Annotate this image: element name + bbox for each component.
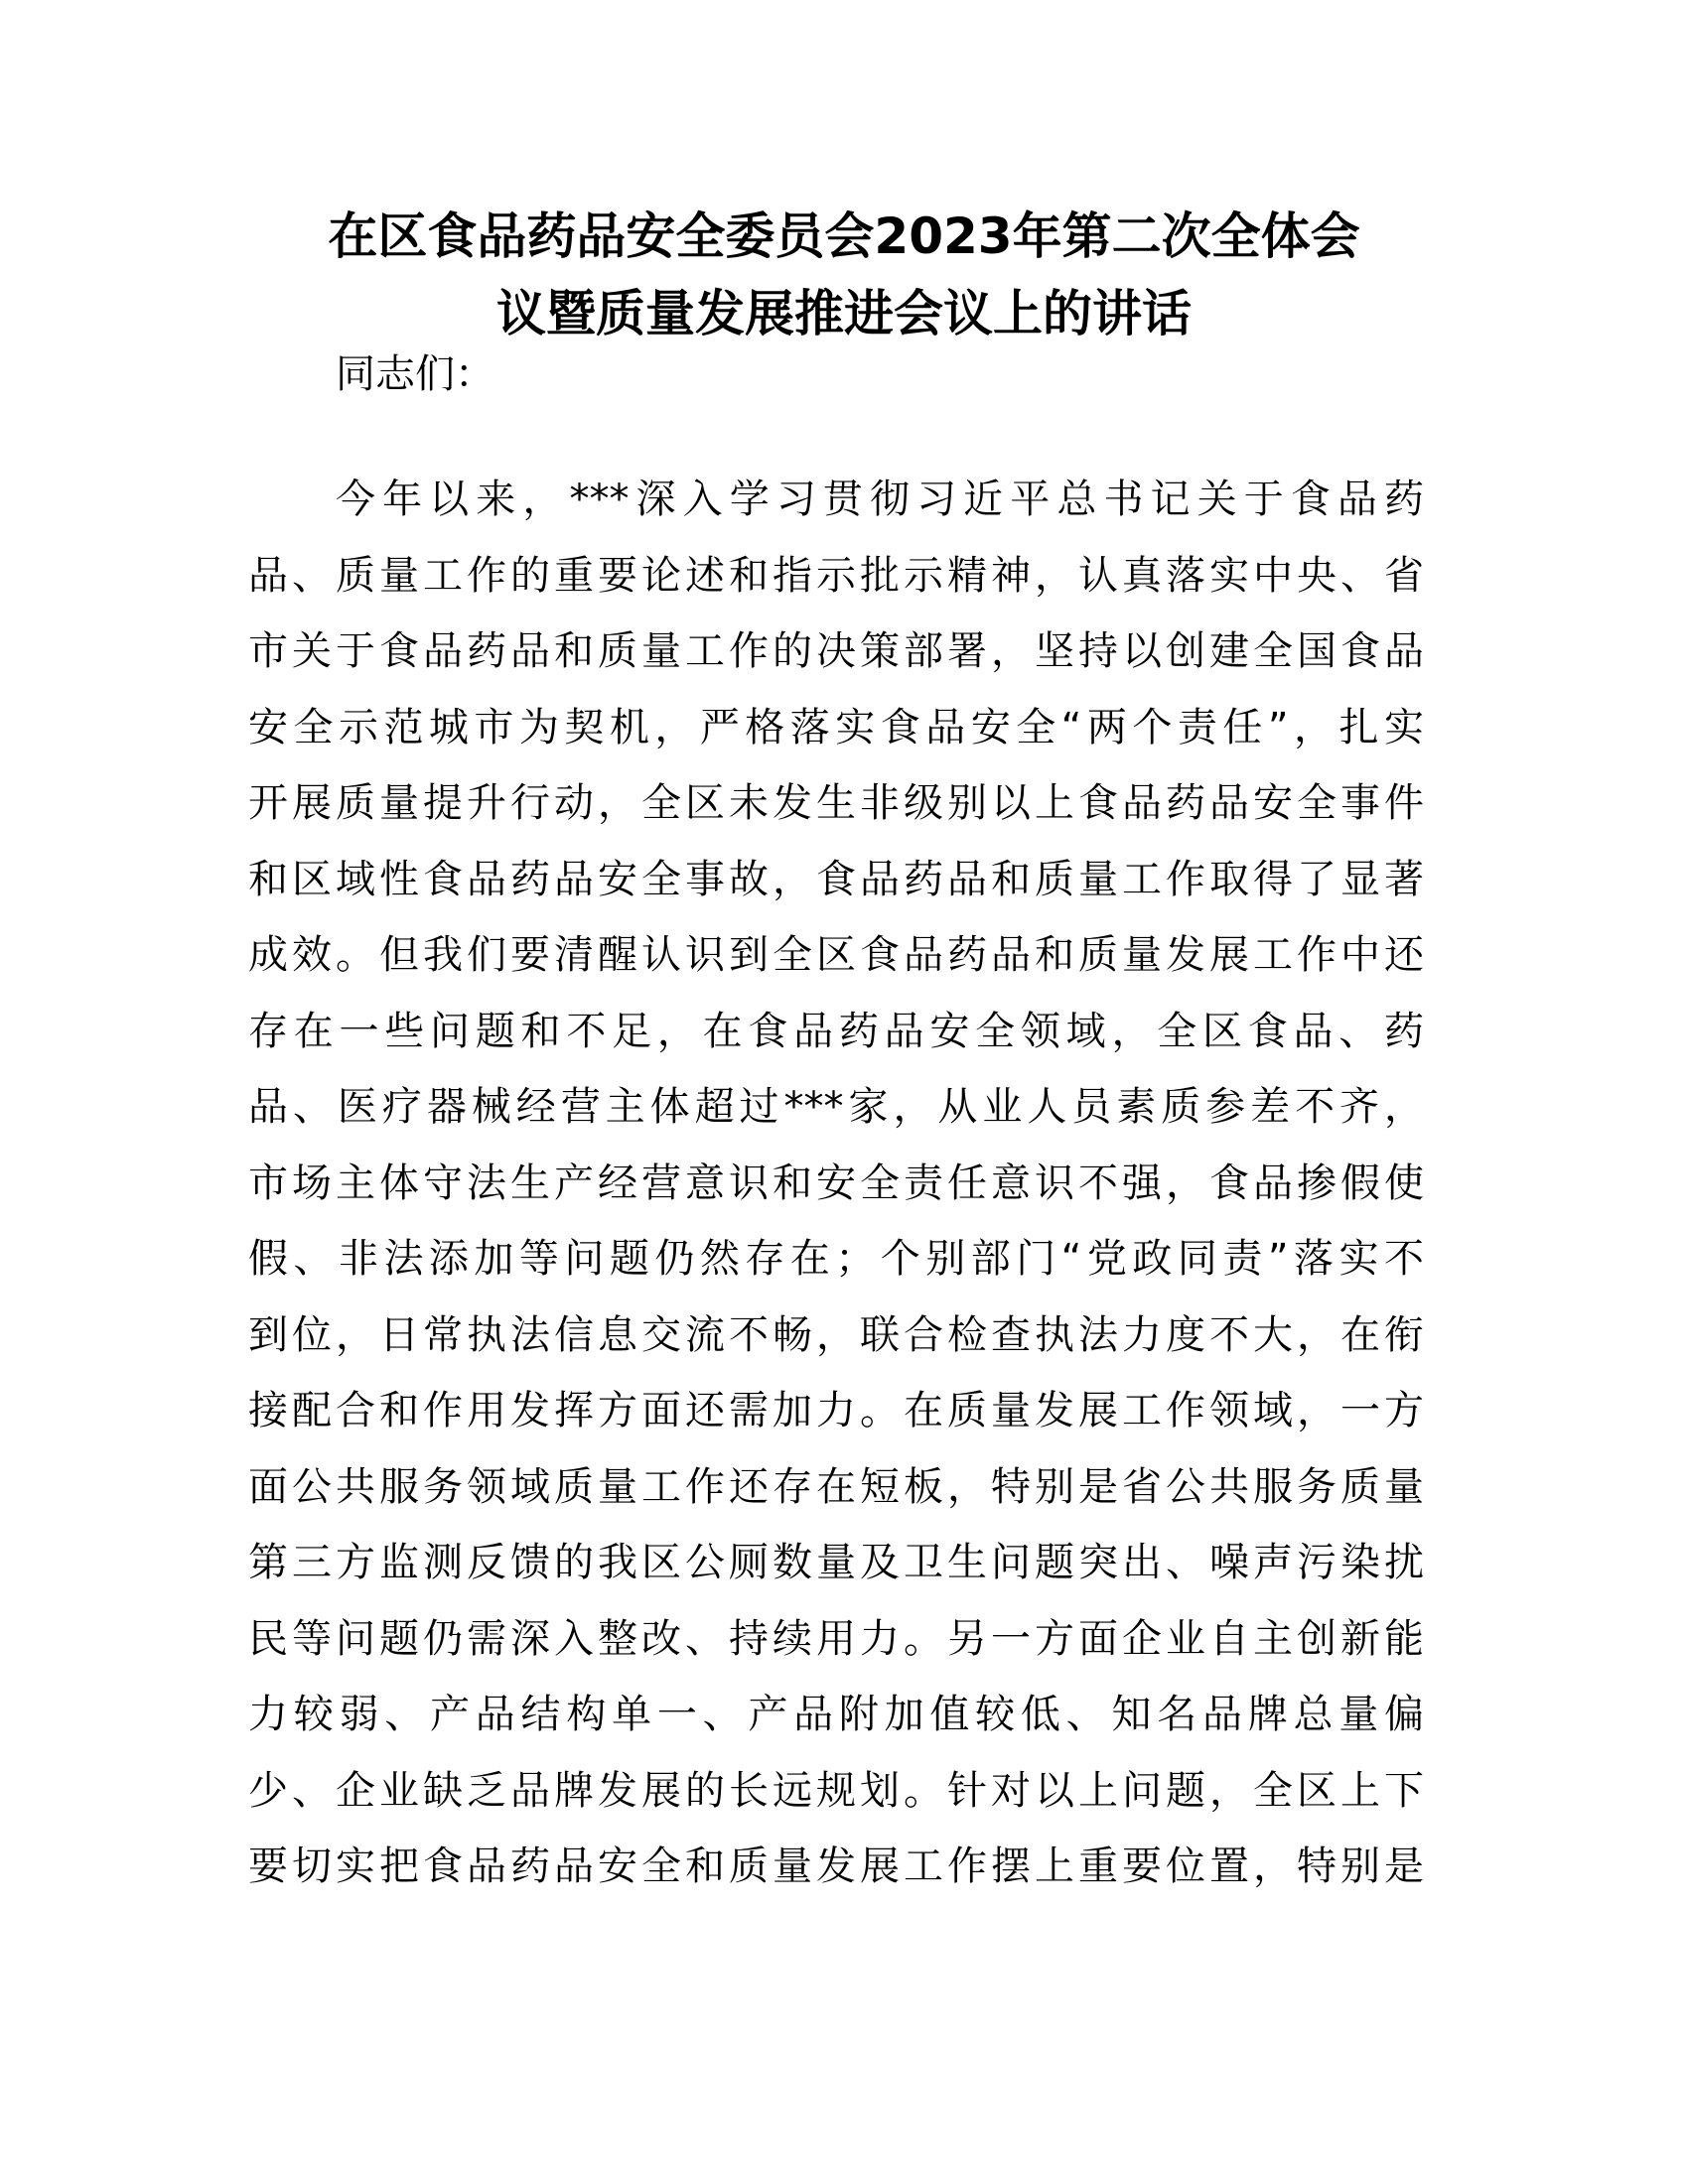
document-title-line-2: 议暨质量发展推进会议上的讲话 xyxy=(496,285,1192,342)
body-line: 成效。但我们要清醒认识到全区食品药品和质量发展工作中还 xyxy=(248,932,1424,978)
body-line: 市场主体守法生产经营意识和安全责任意识不强，食品掺假使 xyxy=(248,1160,1424,1206)
body-line: 存在一些问题和不足，在食品药品安全领域，全区食品、药 xyxy=(248,1008,1424,1054)
greeting: 同志们： xyxy=(336,351,494,397)
body-line: 要切实把食品药品安全和质量发展工作摆上重要位置，特别是 xyxy=(248,1843,1424,1889)
body-line: 今年以来，***深入学习贯彻习近平总书记关于食品药 xyxy=(336,477,1424,522)
body-line: 力较弱、产品结构单一、产品附加值较低、知名品牌总量偏 xyxy=(248,1692,1424,1737)
body-line: 到位，日常执法信息交流不畅，联合检查执法力度不大，在衔 xyxy=(248,1311,1424,1358)
body-line: 品、医疗器械经营主体超过***家，从业人员素质参差不齐， xyxy=(248,1084,1424,1130)
body-line: 品、质量工作的重要论述和指示批示精神，认真落实中央、省 xyxy=(248,552,1424,599)
document-title-line-1: 在区食品药品安全委员会2023年第二次全体会 xyxy=(328,207,1360,265)
body-line: 第三方监测反馈的我区公厕数量及卫生问题突出、噪声污染扰 xyxy=(248,1540,1424,1585)
body-line: 和区域性食品药品安全事故，食品药品和质量工作取得了显著 xyxy=(248,856,1424,902)
body-line: 民等问题仍需深入整改、持续用力。另一方面企业自主创新能 xyxy=(248,1615,1424,1662)
body-line: 接配合和作用发挥方面还需加力。在质量发展工作领域，一方 xyxy=(248,1388,1424,1433)
body-line: 市关于食品药品和质量工作的决策部署，坚持以创建全国食品 xyxy=(248,628,1424,674)
body-line: 少、企业缺乏品牌发展的长远规划。针对以上问题，全区上下 xyxy=(248,1767,1424,1814)
body-text xyxy=(248,475,1424,1918)
body-line: 开展质量提升行动，全区未发生非级别以上食品药品安全事件 xyxy=(248,780,1424,826)
body-line: 安全示范城市为契机，严格落实食品安全“两个责任”，扎实 xyxy=(248,704,1424,751)
body-line: 面公共服务领域质量工作还存在短板，特别是省公共服务质量 xyxy=(248,1463,1424,1510)
body-line: 假、非法添加等问题仍然存在；个别部门“党政同责”落实不 xyxy=(248,1236,1424,1282)
